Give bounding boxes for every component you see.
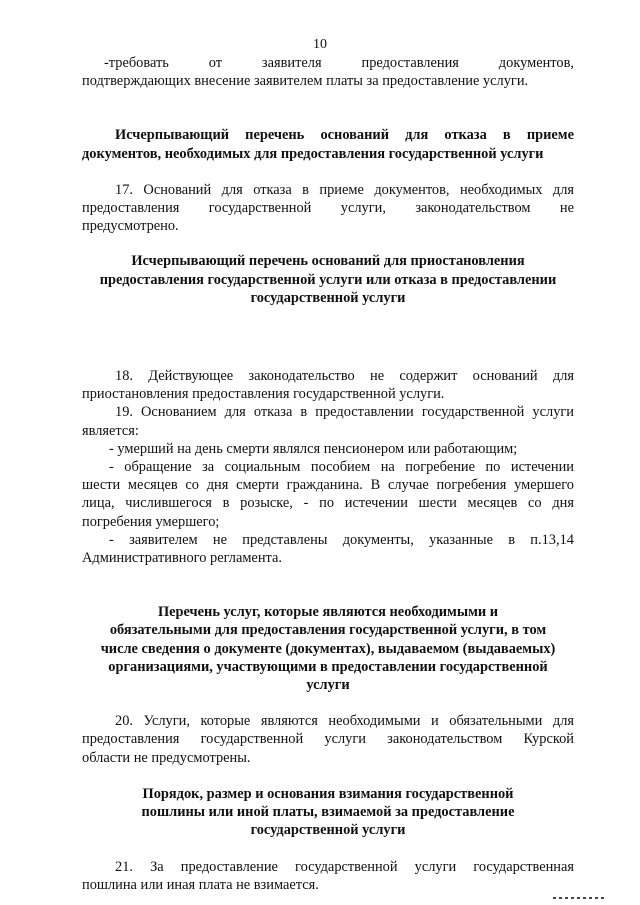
section-heading-3-line-4: организациями, участвующими в предоставлении государственной [108, 658, 548, 675]
section-heading-1-line-2: документов, необходимых для предоставления государственной услуги [82, 145, 544, 162]
p17-line-1: 17. Оснований для отказа в приеме документов, необходимых для [115, 181, 574, 198]
p20-line-3: области не предусмотрены. [82, 749, 251, 766]
section-state-fee [82, 785, 574, 894]
paragraph-19 [82, 403, 574, 439]
section-heading-3-line-3: числе сведения о документе (документах), выдаваемом (выдаваемых) [100, 640, 556, 657]
bullet-1 [82, 440, 574, 458]
section-heading-3-line-1: Перечень услуг, которые являются необходимыми и [157, 604, 499, 621]
section-required-services [82, 603, 574, 767]
section-suspension [82, 252, 574, 567]
bullet-1-line-1: - умерший на день смерти являлся пенсионером или работающим; [109, 440, 518, 457]
scan-mark [553, 897, 605, 899]
bullet-3 [82, 531, 574, 567]
paragraph-17 [82, 181, 574, 236]
p20-line-1: 20. Услуги, которые являются необходимыми и обязательными для [115, 713, 574, 730]
intro-paragraph [104, 54, 574, 72]
section-refusal-documents [82, 126, 574, 235]
bullet-2-line-2: шести месяцев со дня смерти гражданина. В случае погребения умершего [82, 477, 574, 494]
section-heading-4-line-2: пошлины или иной платы, взимаемой за предоставление [141, 804, 515, 821]
p17-line-3: предусмотрено. [82, 218, 179, 235]
p18-line-1: 18. Действующее законодательство не содержит оснований для [115, 368, 574, 385]
p19-line-1: 19. Основанием для отказа в предоставлении государственной услуги [115, 404, 574, 421]
intro-line-2: подтверждающих внесение заявителем платы за предоставление услуги. [82, 73, 529, 90]
p20-line-2: предоставления государственной услуги законодательством Курской [82, 731, 574, 748]
p21-line-1: 21. За предоставление государственной услуги государственная [115, 858, 574, 875]
section-heading-2-line-2: предоставления государственной услуги или отказа в предоставлении [99, 271, 557, 288]
paragraph-21 [82, 858, 574, 894]
intro-line-1: -требовать от заявителя предоставления документов, [104, 55, 574, 71]
section-heading-3-line-5: услуги [306, 677, 350, 694]
section-heading-4-line-3: государственной услуги [250, 822, 406, 839]
section-heading-3-line-2: обязательными для предоставления государственной услуги, в том [109, 622, 547, 639]
bullet-2-line-4: погребения умершего; [82, 513, 220, 530]
p21-line-2: пошлина или иная плата не взимается. [82, 876, 319, 893]
bullet-2 [82, 458, 574, 531]
p18-line-2: приостановления предоставления государственной услуги. [82, 386, 445, 403]
section-heading-2-line-1: Исчерпывающий перечень оснований для приостановления [131, 253, 525, 270]
document-body [82, 54, 574, 894]
section-heading-1-line-1: Исчерпывающий перечень оснований для отказа в приеме [115, 127, 574, 144]
bullet-2-line-3: лица, числившегося в розыске, - по истечении шести месяцев со дня [82, 495, 574, 512]
paragraph-20 [82, 712, 574, 767]
bullet-2-line-1: - обращение за социальным пособием на погребение по истечении [109, 459, 574, 476]
page-number: 10 [313, 37, 327, 52]
paragraph-18 [82, 367, 574, 403]
section-heading-2-line-3: государственной услуги [250, 289, 406, 306]
p19-line-2: является: [82, 422, 139, 439]
bullet-3-line-1: - заявителем не представлены документы, указанные в п.13,14 [109, 531, 574, 548]
section-heading-4-line-1: Порядок, размер и основания взимания государственной [142, 785, 514, 802]
bullet-3-line-2: Административного регламента. [82, 550, 282, 567]
p17-line-2: предоставления государственной услуги, законодательством не [82, 200, 574, 217]
